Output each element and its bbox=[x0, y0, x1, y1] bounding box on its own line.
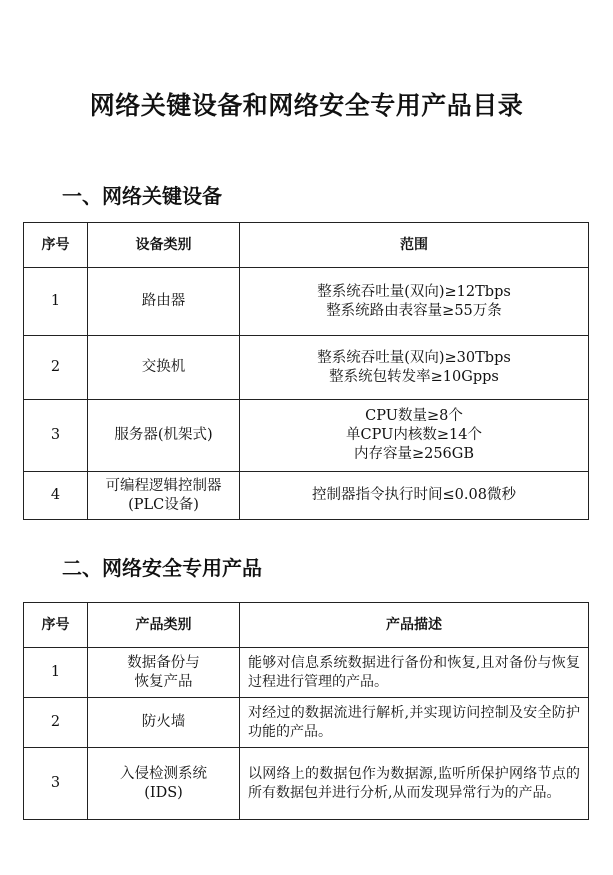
scope-line: 内存容量≥256GB bbox=[353, 446, 475, 462]
category-line: 数据备份与 bbox=[127, 654, 200, 671]
row-scope bbox=[240, 336, 589, 400]
header-description: 产品描述 bbox=[240, 603, 589, 648]
row-scope bbox=[240, 268, 589, 336]
table-row bbox=[24, 748, 589, 820]
table-row bbox=[24, 400, 589, 472]
category-line: 入侵检测系统 bbox=[120, 765, 207, 782]
table-row bbox=[24, 336, 589, 400]
row-category bbox=[88, 472, 240, 520]
category-line: 路由器 bbox=[141, 293, 186, 309]
category-line: 交换机 bbox=[141, 359, 186, 375]
category-line: 可编程逻辑控制器 bbox=[105, 477, 222, 494]
row-number: 4 bbox=[24, 472, 88, 520]
row-category bbox=[88, 268, 240, 336]
row-category bbox=[88, 748, 240, 820]
row-description: 能够对信息系统数据进行备份和恢复,且对备份与恢复过程进行管理的产品。 bbox=[240, 648, 589, 698]
row-category bbox=[88, 698, 240, 748]
scope-line: 控制器指令执行时间≤0.08微秒 bbox=[312, 487, 516, 503]
row-description: 以网络上的数据包作为数据源,监听所保护网络节点的所有数据包并进行分析,从而发现异常行为的产品。 bbox=[240, 748, 589, 820]
row-number: 2 bbox=[24, 336, 88, 400]
row-number: 2 bbox=[24, 698, 88, 748]
table-row bbox=[24, 472, 589, 520]
header-no: 序号 bbox=[24, 603, 88, 648]
row-category bbox=[88, 336, 240, 400]
row-category bbox=[88, 648, 240, 698]
scope-line: 整系统吞吐量(双向)≥12Tbps bbox=[317, 283, 511, 300]
scope-line: 整系统包转发率≥10Gpps bbox=[329, 368, 499, 385]
scope-line: CPU数量≥8个 bbox=[365, 408, 463, 424]
security-products-table bbox=[23, 602, 589, 820]
category-line: (PLC设备) bbox=[128, 496, 199, 513]
table-header-row bbox=[24, 603, 589, 648]
header-category: 设备类别 bbox=[88, 223, 240, 268]
table-row bbox=[24, 648, 589, 698]
header-category: 产品类别 bbox=[88, 603, 240, 648]
table-header-row bbox=[24, 223, 589, 268]
category-line: 恢复产品 bbox=[134, 673, 193, 690]
scope-line: 整系统吞吐量(双向)≥30Tbps bbox=[317, 349, 511, 366]
row-number: 1 bbox=[24, 268, 88, 336]
header-no: 序号 bbox=[24, 223, 88, 268]
row-number: 3 bbox=[24, 400, 88, 472]
row-description: 对经过的数据流进行解析,并实现访问控制及安全防护功能的产品。 bbox=[240, 698, 589, 748]
header-scope: 范围 bbox=[240, 223, 589, 268]
row-scope bbox=[240, 472, 589, 520]
key-equipment-table bbox=[23, 222, 589, 520]
row-category bbox=[88, 400, 240, 472]
category-line: 防火墙 bbox=[141, 714, 186, 730]
section-heading-key-equipment: 一、网络关键设备 bbox=[62, 184, 222, 208]
scope-line: 单CPU内核数≥14个 bbox=[346, 427, 482, 443]
table-row bbox=[24, 698, 589, 748]
row-number: 3 bbox=[24, 748, 88, 820]
row-scope bbox=[240, 400, 589, 472]
section-heading-security-products: 二、网络安全专用产品 bbox=[62, 556, 262, 580]
row-number: 1 bbox=[24, 648, 88, 698]
table-row bbox=[24, 268, 589, 336]
category-line: 服务器(机架式) bbox=[114, 427, 213, 443]
page-title: 网络关键设备和网络安全专用产品目录 bbox=[89, 91, 524, 120]
category-line: (IDS) bbox=[144, 784, 183, 801]
scope-line: 整系统路由表容量≥55万条 bbox=[326, 302, 502, 319]
